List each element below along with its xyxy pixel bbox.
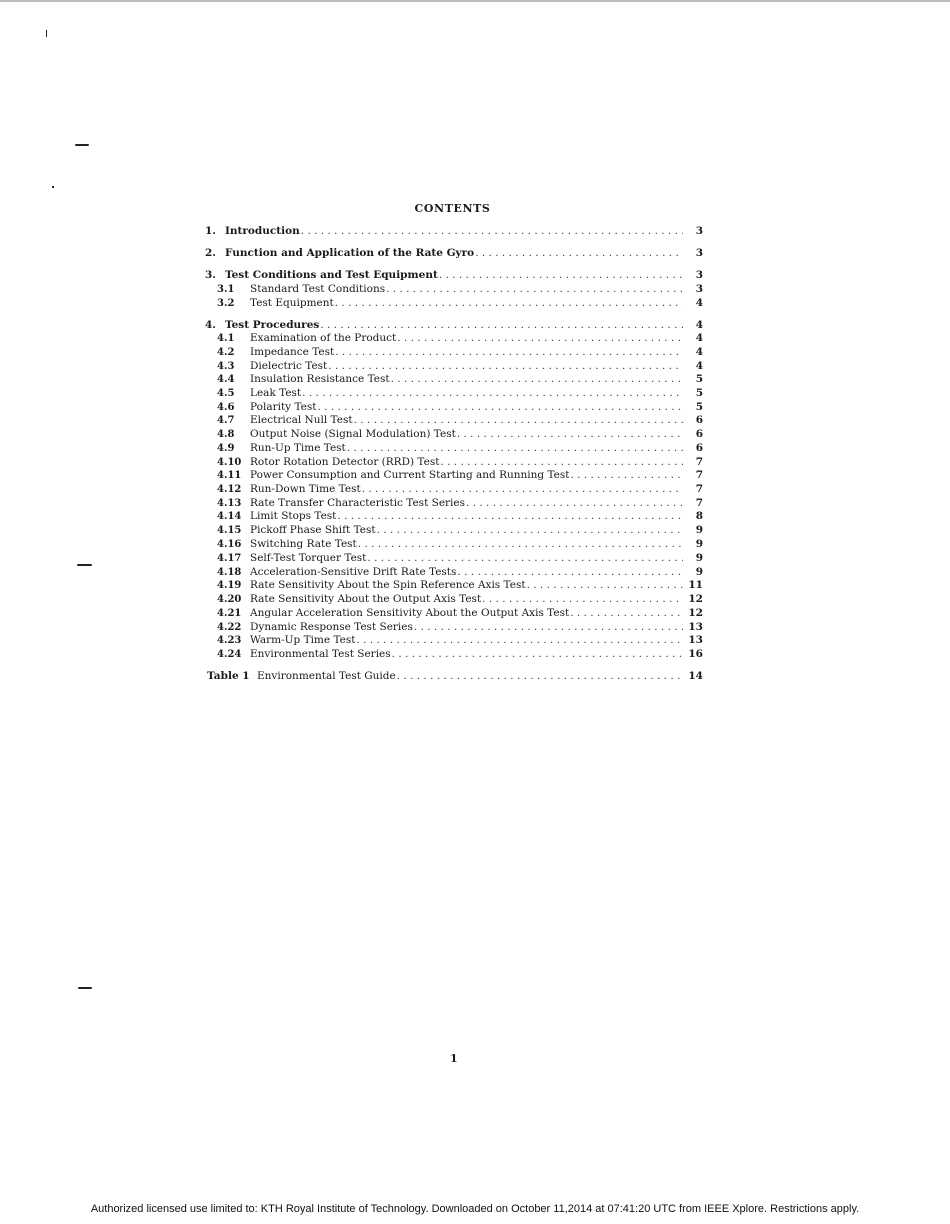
toc-entry-title: Environmental Test Guide [257,670,396,682]
toc-subentry [217,296,703,310]
toc-entry-number: 4.13 [217,498,242,509]
toc-entry-number: 4.1 [217,333,235,344]
toc-entry-title: Dielectric Test [250,360,328,372]
toc-entry-number: 1. [205,225,216,237]
toc-entry-page: 7 [695,497,703,509]
page-number: 1 [450,1052,458,1065]
toc-dot-leader [358,537,683,551]
toc-entry-number: 4.23 [217,635,242,646]
toc-dot-leader [414,620,683,634]
toc-entry-page: 3 [695,283,703,295]
toc-dot-leader [335,296,683,310]
scan-mark [52,186,54,188]
toc-entry [205,318,703,332]
toc-entry-page: 7 [695,456,703,468]
toc-entry-title: Function and Application of the Rate Gyro [225,247,475,259]
scan-mark [75,144,89,146]
toc-entry-title: Examination of the Product [250,332,397,344]
toc-dot-leader [377,523,683,537]
toc-entry [205,224,703,238]
toc-entry-page: 13 [688,634,703,646]
toc-entry-title: Power Consumption and Current Starting and Running Test [250,469,570,481]
toc-dot-leader [354,413,683,427]
toc-dot-leader [527,578,683,592]
toc-subentry [217,509,703,523]
toc-entry-page: 5 [695,401,703,413]
toc-entry-number: 4.4 [217,374,235,385]
toc-entry-number: 3.2 [217,298,235,309]
toc-subentry [217,386,703,400]
toc-entry-page: 9 [695,566,703,578]
toc-entry-page: 12 [688,607,703,619]
toc-dot-leader [386,282,683,296]
toc-subentry [217,331,703,345]
toc-entry-number: 4.18 [217,567,242,578]
toc-table-entry [207,669,703,683]
toc-entry-page: 4 [695,346,703,358]
toc-subentry [217,565,703,579]
toc-entry-title: Run-Up Time Test [250,442,346,454]
toc-entry-title: Leak Test [250,387,302,399]
contents-title: CONTENTS [414,202,491,215]
toc-subentry [217,427,703,441]
toc-entry-page: 6 [695,414,703,426]
toc-entry-page: 14 [688,670,703,682]
toc-entry-title: Rotor Rotation Detector (RRD) Test [250,456,440,468]
toc-entry-title: Dynamic Response Test Series [250,621,413,633]
toc-entry-number: 4. [205,319,216,331]
toc-entry-title: Warm-Up Time Test [250,634,356,646]
toc-entry-page: 13 [688,621,703,633]
toc-entry-title: Electrical Null Test [250,414,353,426]
toc-entry-title: Output Noise (Signal Modulation) Test [250,428,456,440]
toc-entry-number: 2. [205,247,216,259]
toc-subentry [217,372,703,386]
toc-entry-title: Test Conditions and Test Equipment [225,269,438,281]
toc-entry-number: 4.12 [217,484,242,495]
toc-entry-page: 7 [695,469,703,481]
top-scan-edge [0,0,950,2]
toc-dot-leader [439,268,683,282]
toc-subentry [217,523,703,537]
scan-mark [78,987,92,989]
toc-entry-page: 5 [695,373,703,385]
toc-dot-leader [302,386,683,400]
scan-mark [46,30,47,37]
license-notice: Authorized licensed use limited to: KTH Royal Institute of Technology. Downloaded on October 11,2014 at 07:41:20 UTC from IEEE Xplore. Restrictions apply. [90,1203,860,1215]
toc-entry-page: 7 [695,483,703,495]
toc-entry-title: Insulation Resistance Test [250,373,390,385]
toc-entry-page: 12 [688,593,703,605]
toc-subentry [217,606,703,620]
toc-subentry [217,455,703,469]
toc-entry-number: 4.17 [217,553,242,564]
toc-dot-leader [301,224,683,238]
toc-entry-title: Rate Transfer Characteristic Test Series [250,497,466,509]
toc-entry-page: 16 [688,648,703,660]
toc-dot-leader [367,551,683,565]
toc-dot-leader [440,455,683,469]
toc-entry-page: 6 [695,428,703,440]
toc-entry-title: Pickoff Phase Shift Test [250,524,376,536]
toc-entry-number: 4.6 [217,402,235,413]
toc-entry-page: 5 [695,387,703,399]
toc-entry-title: Impedance Test [250,346,335,358]
toc-dot-leader [457,565,683,579]
toc-subentry [217,413,703,427]
toc-subentry [217,441,703,455]
toc-subentry [217,620,703,634]
toc-entry [205,246,703,260]
toc-entry-number: 4.3 [217,361,235,372]
toc-entry-number: 4.16 [217,539,242,550]
toc-entry-page: 4 [695,319,703,331]
toc-dot-leader [320,318,683,332]
toc-subentry [217,633,703,647]
toc-entry-title: Rate Sensitivity About the Spin Reference Axis Test [250,579,526,591]
toc-subentry [217,400,703,414]
toc-entry-title: Limit Stops Test [250,510,337,522]
toc-dot-leader [392,647,683,661]
toc-entry-page: 4 [695,332,703,344]
toc-entry-number: 4.19 [217,580,242,591]
toc-dot-leader [362,482,683,496]
toc-dot-leader [317,400,683,414]
toc-entry-number: 4.24 [217,649,242,660]
toc-subentry [217,468,703,482]
toc-subentry [217,359,703,373]
toc-dot-leader [482,592,683,606]
toc-entry-number: 4.14 [217,511,242,522]
toc-entry-number: 4.20 [217,594,242,605]
toc-entry-number: 4.11 [217,470,242,481]
toc-entry-page: 9 [695,552,703,564]
toc-subentry [217,592,703,606]
toc-dot-leader [466,496,683,510]
toc-entry-title: Introduction [225,225,300,237]
toc-entry-number: 4.7 [217,415,235,426]
toc-entry-page: 4 [695,297,703,309]
toc-entry-page: 9 [695,524,703,536]
toc-entry-page: 3 [695,225,703,237]
toc-entry-number: 3. [205,269,216,281]
toc-entry-number: 4.15 [217,525,242,536]
toc-entry-number: 4.2 [217,347,235,358]
toc-entry-title: Standard Test Conditions [250,283,386,295]
toc-dot-leader [337,509,683,523]
toc-entry-title: Acceleration-Sensitive Drift Rate Tests [250,566,457,578]
toc-entry-number: 4.5 [217,388,235,399]
toc-entry [205,268,703,282]
toc-entry-page: 9 [695,538,703,550]
toc-entry-page: 3 [695,269,703,281]
toc-dot-leader [570,606,683,620]
toc-entry-page: 11 [688,579,703,591]
toc-subentry [217,647,703,661]
toc-entry-number: 4.9 [217,443,235,454]
toc-entry-title: Environmental Test Series [250,648,391,660]
toc-entry-number: 4.10 [217,457,242,468]
toc-entry-page: 4 [695,360,703,372]
toc-dot-leader [397,669,683,683]
toc-entry-title: Test Equipment [250,297,334,309]
toc-entry-number: Table 1 [207,670,250,682]
scan-mark [77,564,92,566]
toc-dot-leader [347,441,683,455]
toc-entry-number: 4.8 [217,429,235,440]
toc-entry-number: 4.22 [217,622,242,633]
toc-entry-title: Polarity Test [250,401,317,413]
toc-entry-page: 3 [695,247,703,259]
toc-dot-leader [475,246,683,260]
toc-dot-leader [328,359,683,373]
toc-dot-leader [335,345,683,359]
toc-entry-number: 3.1 [217,284,235,295]
toc-entry-title: Run-Down Time Test [250,483,361,495]
toc-subentry [217,482,703,496]
toc-subentry [217,496,703,510]
toc-entry-title: Test Procedures [225,319,320,331]
toc-entry-number: 4.21 [217,608,242,619]
toc-entry-title: Switching Rate Test [250,538,357,550]
toc-dot-leader [391,372,683,386]
toc-dot-leader [397,331,683,345]
toc-subentry [217,282,703,296]
toc-entry-title: Self-Test Torquer Test [250,552,367,564]
toc-entry-title: Rate Sensitivity About the Output Axis Test [250,593,482,605]
toc-dot-leader [457,427,683,441]
toc-subentry [217,537,703,551]
toc-entry-page: 8 [695,510,703,522]
toc-subentry [217,345,703,359]
toc-entry-title: Angular Acceleration Sensitivity About the Output Axis Test [250,607,570,619]
toc-dot-leader [570,468,683,482]
toc-dot-leader [356,633,683,647]
toc-subentry [217,551,703,565]
toc-subentry [217,578,703,592]
toc-entry-page: 6 [695,442,703,454]
